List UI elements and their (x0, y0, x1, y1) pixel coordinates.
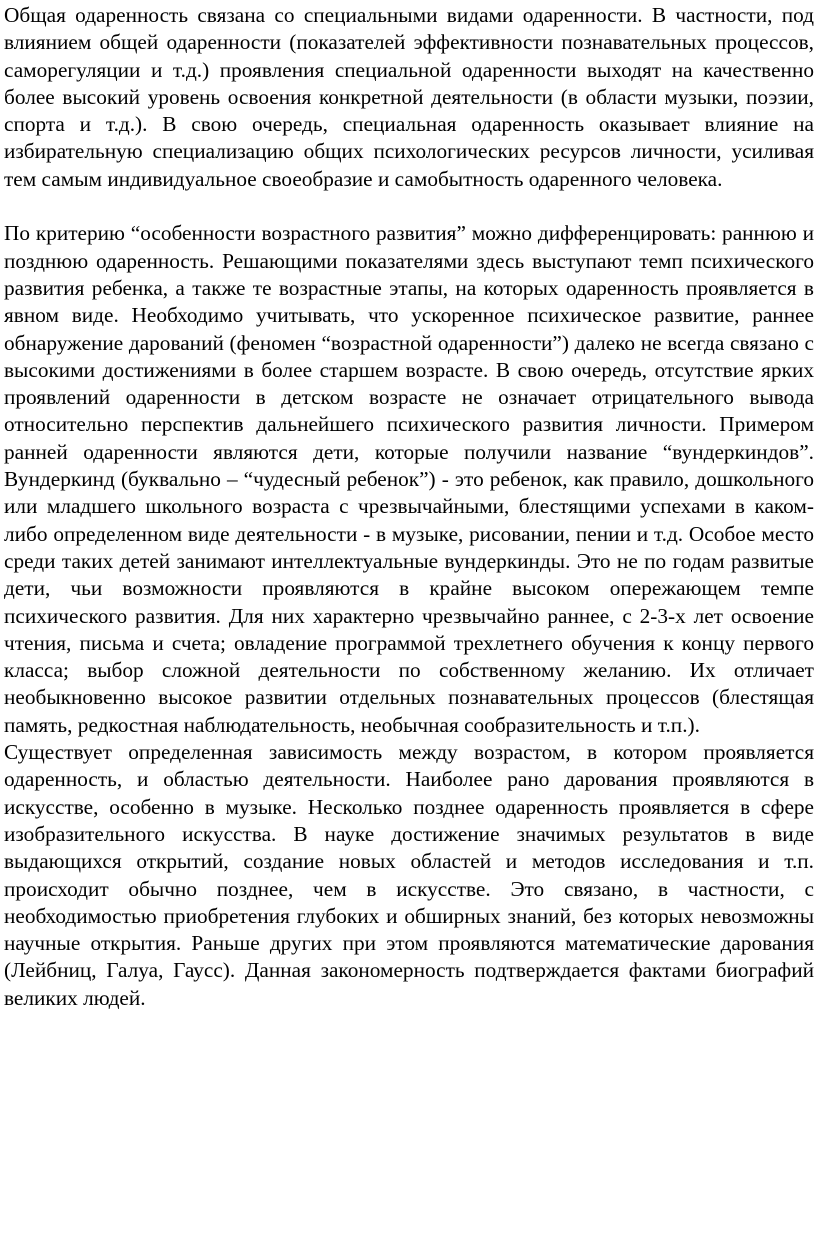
document-page (4, 2, 814, 1012)
paragraph-general-giftedness: Общая одаренность связана со специальными видами одаренности. В частности, под влиянием общей одаренности (показателей эффективности познавательных процессов, саморегуляции и т.д.) проявления специальной одаренности выходят на качественно более высокий уровень освоения конкретной деятельности (в области музыки, поэзии, спорта и т.д.). В свою очередь, специальная одаренность оказывает влияние на избирательную специализацию общих психологических ресурсов личности, усиливая тем самым индивидуальное своеобразие и самобытность одаренного человека. (4, 3, 814, 191)
paragraph-age-and-domain: Существует определенная зависимость между возрастом, в котором проявляется одаренность, и областью деятельности. Наиболее рано дарования проявляются в искусстве, особенно в музыке. Несколько позднее одаренность проявляется в сфере изобразительного искусства. В науке достижение значимых результатов в виде выдающихся открытий, создание новых областей и методов исследования и т.п. происходит обычно позднее, чем в искусстве. Это связано, в частности, с необходимостью приобретения глубоких и обширных знаний, без которых невозможны научные открытия. Раньше других при этом проявляются математические дарования (Лейбниц, Галуа, Гаусс). Данная закономерность подтверждается фактами биографий великих людей. (4, 740, 814, 1010)
paragraph-age-development: По критерию “особенности возрастного развития” можно дифференцировать: раннюю и позднюю одаренность. Решающими показателями здесь выступают темп психического развития ребенка, а также те возрастные этапы, на которых одаренность проявляется в явном виде. Необходимо учитывать, что ускоренное психическое развитие, раннее обнаружение дарований (феномен “возрастной одаренности”) далеко не всегда связано с высокими достижениями в более старшем возрасте. В свою очередь, отсутствие ярких проявлений одаренности в детском возрасте не означает отрицательного вывода относительно перспектив дальнейшего психического развития личности. Примером ранней одаренности являются дети, которые получили название “вундеркиндов”. Вундеркинд (буквально – “чудесный ребенок”) - это ребенок, как правило, дошкольного или младшего школьного возраста с чрезвычайными, блестящими успехами в каком-либо определенном виде деятельности - в музыке, рисовании, пении и т.д. Особое место среди таких детей занимают интеллектуальные вундеркинды. Это не по годам развитые дети, чьи возможности проявляются в крайне высоком опережающем темпе психического развития. Для них характерно чрезвычайно раннее, с 2-3-х лет освоение чтения, письма и счета; овладение программой трехлетнего обучения к концу первого класса; выбор сложной деятельности по собственному желанию. Их отличает необыкновенно высокое развитии отдельных познавательных процессов (блестящая память, редкостная наблюдательность, необычная сообразительность и т.п.). (4, 221, 814, 737)
